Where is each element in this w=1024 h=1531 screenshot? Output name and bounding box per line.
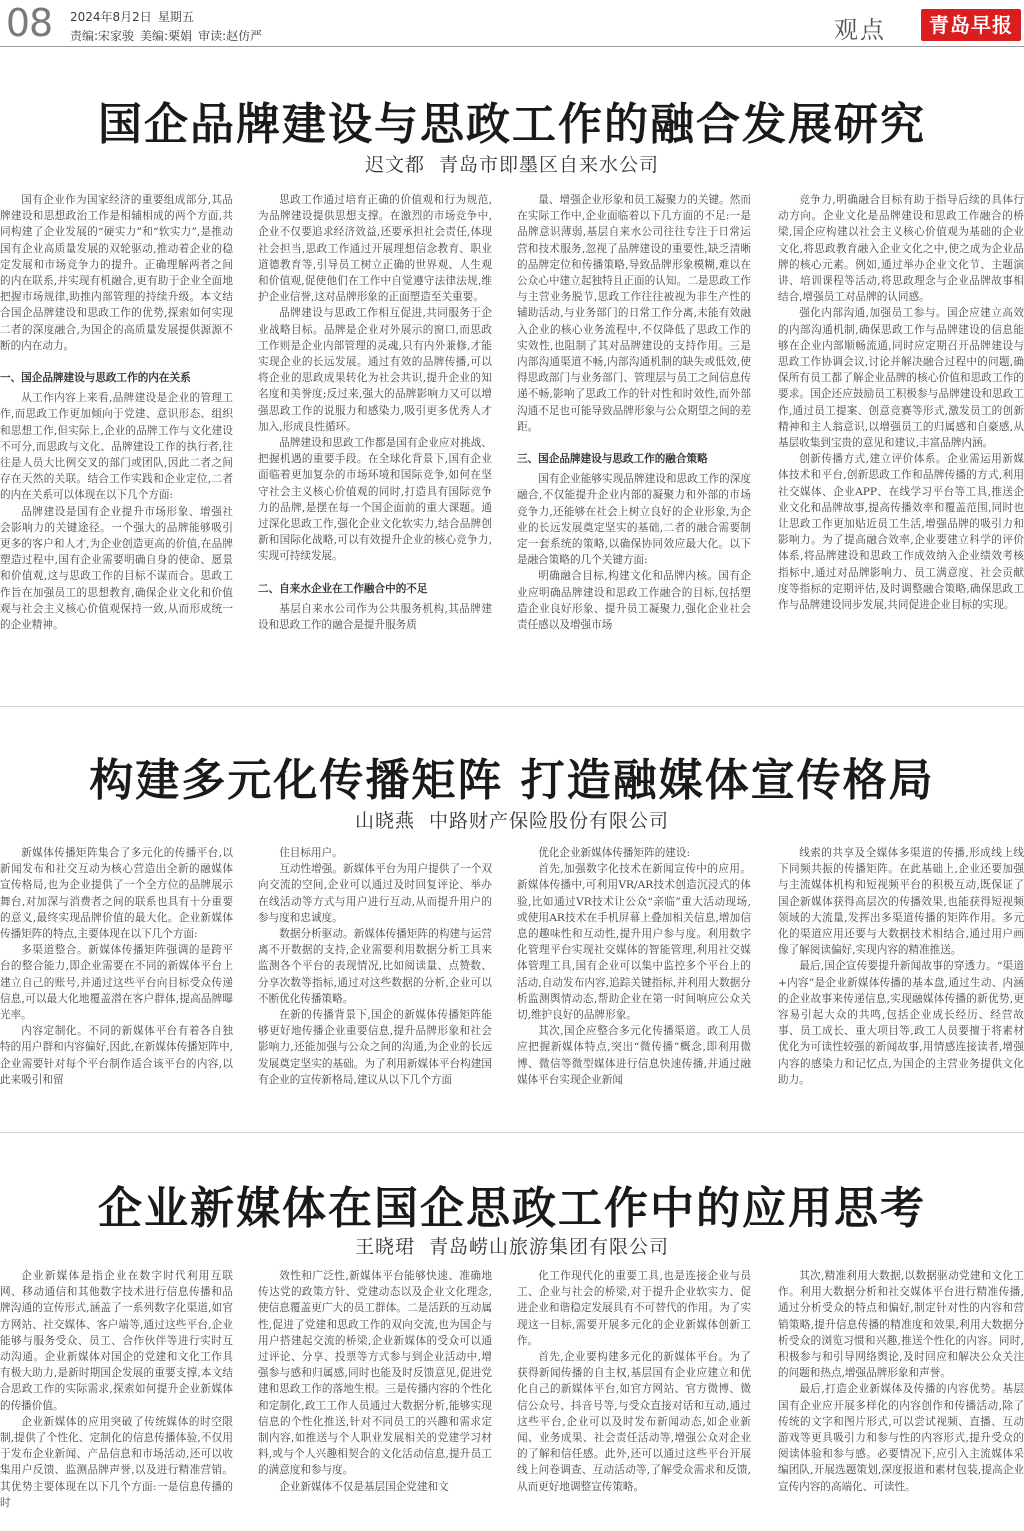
paragraph: 其次,国企应整合多元化传播渠道。政工人员应把握新媒体特点,突出“微传播”概念,即利用微博、微信等微型媒体进行信息快速传播,并通过融媒体平台实现企业新闻 (517, 1025, 751, 1086)
editor-credit: 责编:宋家骏 (70, 29, 135, 43)
text-column (517, 192, 751, 696)
paragraph: 品牌建设和思政工作都是国有企业应对挑战、把握机遇的重要手段。在全球化背景下,国有企业面临着更加复杂的市场环境和国际竞争,如何在坚守社会主义核心价值观的同时,打造具有国际竞争力的品牌,是摆在每一个国企面前的重大课题。通过深化思政工作,强化企业文化软实力,结合品牌创新和国际化战略,可以有效提升企业的核心竞争力,实现可持续发展。 (258, 437, 492, 563)
art-editor-credit: 美编:栗娟 (140, 29, 193, 43)
article-body (0, 1268, 1024, 1528)
paragraph: 最后,国企宣传要提升新闻故事的穿透力。“渠道+内容”是企业新媒体传播的基本盘,通过生动、内涵的企业故事来传递信息,实现融媒体传播的新优势,更容易引起大众的共鸣,包括企业成长经历、经营故事、员工成长、重大项目等,政工人员要擅于将素材优化为可读性较强的新闻故事,用情感连接读者,增强内容的感染力和记忆点,为国企的主营业务提供文化助力。 (778, 960, 1024, 1086)
paragraph: 思政工作通过培育正确的价值观和行为规范,为品牌建设提供思想支撑。在激烈的市场竞争中,企业不仅要追求经济效益,还要承担社会责任,体现社会担当,思政工作通过开展理想信念教育、职业道德教育等,引导员工树立正确的世界观、人生观和价值观,促使他们在工作中自觉遵守法律法规,维护企业信誉,这对品牌形象的正面塑造至关重要。 (258, 194, 492, 304)
article-byline (0, 150, 1024, 177)
author-org: 青岛崂山旅游集团有限公司 (429, 1236, 670, 1258)
weekday: 星期五 (157, 10, 194, 24)
paragraph: 效性和广泛性,新媒体平台能够快速、准确地传达党的政策方针、党建动态以及企业文化理念,使信息覆盖更广大的员工群体。二是活跃的互动属性,促进了党建和思政工作的双向交流,也为国企与用户搭建起交流的桥梁,企业新媒体的受众可以通过评论、分享、投票等方式参与到企业活动中,增强参与感和归属感,同时也能及时反馈意见,促进党建和思政工作的落地生根。三是传播内容的个性化和定制化,政工工作人员通过大数据分析,能够实现信息的个性化推送,针对不同员工的兴趣和需求定制内容,如推送与个人职业发展相关的党建学习材料,或与个人兴趣相契合的文化活动信息,提升员工的满意度和参与度。 (258, 1270, 492, 1477)
text-column (778, 845, 1024, 1121)
paragraph: 国有企业能够实现品牌建设和思政工作的深度融合,不仅能提升企业内部的凝聚力和外部的市场竞争力,还能够在社会上树立良好的企业形象,为企业的长远发展奠定坚实的基础,二者的融合需要制定一套系统的策略,以确保协同效应最大化。以下是融合策略的几个关键方面: (517, 473, 751, 567)
paragraph: 明确融合目标,构建文化和品牌内核。国有企业应明确品牌建设和思政工作融合的目标,包括塑造企业良好形象、提升员工凝聚力,强化企业社会责任感以及增强市场 (517, 570, 751, 632)
section-subheading: 一、国企品牌建设与思政工作的内在关系 (0, 372, 191, 385)
paragraph: 强化内部沟通,加强员工参与。国企应建立高效的内部沟通机制,确保思政工作与品牌建设的信息能够在企业内部顺畅流通,同时应定期召开品牌建设与思政工作协调会议,讨论并解决融合过程中的问题,确保所有员工都了解企业品牌的核心价值和思政工作的要求。国企还应鼓励员工积极参与品牌建设和思政工作,通过员工提案、创意竞赛等形式,激发员工的创新精神和主人翁意识,以增强员工的归属感和自豪感,从基层收集到宝贵的意见和建议,丰富品牌内涵。 (778, 307, 1024, 450)
date: 2024年8月2日 (70, 10, 152, 24)
article-headline: 国企品牌建设与思政工作的融合发展研究 (98, 99, 926, 150)
paragraph: 其次,精准利用大数据,以数据驱动党建和文化工作。利用大数据分析和社交媒体平台进行精准传播,通过分析受众的特点和偏好,制定针对性的内容和营销策略,提升信息传播的精准度和效果,利用大数据分析受众的浏览习惯和兴趣,推送个性化的内容。同时,积极参与和引导网络舆论,及时回应和解决公众关注的问题和热点,增强品牌形象和声誉。 (778, 1270, 1024, 1380)
paragraph: 首先,企业要构建多元化的新媒体平台。为了获得新闻传播的自主权,基层国有企业应建立和优化自己的新媒体平台,如官方网站、官方微博、微信公众号、抖音号等,与受众直接对话和互动,通过这些平台,企业可以及时发布新闻动态,如企业新闻、业务成果、社会责任活动等,增强公众对企业的了解和信任感。此外,还可以通过这些平台开展线上问卷调查、互动活动等,了解受众需求和反馈,从而更好地调整宣传策略。 (517, 1351, 751, 1493)
paragraph: 内容定制化。不同的新媒体平台有着各自独特的用户群和内容偏好,因此,在新媒体传播矩阵中,企业需要针对每个平台制作适合该平台的内容,以此来吸引和留 (0, 1025, 233, 1086)
text-column (778, 192, 1024, 696)
newspaper-logo: 青岛早报 (921, 9, 1021, 41)
reviewer-credit: 审读:赵仿严 (198, 29, 263, 43)
article-body (0, 192, 1024, 696)
text-column (258, 1268, 492, 1528)
author-org: 中路财产保险股份有限公司 (429, 810, 670, 832)
text-column (778, 1268, 1024, 1528)
article-headline: 构建多元化传播矩阵 打造融媒体宣传格局 (89, 755, 935, 806)
paragraph: 企业新媒体的应用突破了传统媒体的时空限制,提供了个性化、定制化的信息传播体验,不仅用于发布企业新闻、产品信息和市场活动,还可以收集用户反馈、监测品牌声誉,以及进行精准营销。其优势主要体现在以下几个方面:一是信息传播的时 (0, 1415, 233, 1509)
paragraph: 互动性增强。新媒体平台为用户提供了一个双向交流的空间,企业可以通过及时回复评论、举办在线活动等方式与用户进行互动,从而提升用户的参与度和忠诚度。 (258, 863, 492, 924)
paragraph: 在新的传播背景下,国企的新媒体传播矩阵能够更好地传播企业重要信息,提升品牌形象和社会影响力,还能加强与公众之间的沟通,为企业的长远发展奠定坚实的基础。为了利用新媒体平台构建国有企业的宣传新格局,建议从以下几个方面 (258, 1009, 492, 1086)
author-name: 王晓珺 (354, 1236, 415, 1258)
paragraph: 线索的共享及全媒体多渠道的传播,形成线上线下同频共振的传播矩阵。在此基础上,企业还要加强与主流媒体机构和短视频平台的积极互动,既保证了国企新媒体获得高层次的传播效果,也能获得短视频领域的大流量,发挥出多渠道传播的矩阵作用。多元化的渠道应用还要与大数据技术相结合,通过用户画像了解阅读偏好,实现内容的精准推送。 (778, 847, 1024, 957)
paragraph: 从工作内容上来看,品牌建设是企业的管理工作,而思政工作更加倾向于党建、意识形态、组织和思想工作,但实际上,企业的品牌工作与文化建设不可分,而思政与文化、品牌建设工作的执行者,往往是人员大比例交叉的部门或团队,因此二者之间存在天然的关联。结合工作实践和企业定位,二者的内在关系可以体现在以下几个方面: (0, 392, 233, 502)
section-label: 观点 (834, 16, 886, 44)
paragraph: 多渠道整合。新媒体传播矩阵强调的是跨平台的整合能力,即企业需要在不同的新媒体平台上建立自己的账号,并通过这些平台向目标受众传递信息,可以最大化地覆盖潜在客户群体,提高品牌曝光率。 (0, 944, 233, 1022)
article-byline (0, 806, 1024, 833)
header-rule (0, 46, 1024, 47)
article-headline: 企业新媒体在国企思政工作中的应用思考 (98, 1183, 926, 1234)
paragraph: 首先,加强数字化技术在新闻宣传中的应用。新媒体传播中,可利用VR/AR技术创造沉浸式的体验,比如通过VR技术让公众“亲临”重大活动现场,或使用AR技术在手机屏幕上叠加相关信息,增加信息的趣味性和互动性,提升用户参与度。利用数字化管理平台实现社交媒体的智能管理,利用社交媒体管理工具,国有企业可以集中监控多个平台上的活动,自动发布内容,追踪关键指标,并利用大数据分析监测舆情动态,帮助企业在第一时间响应公众关切,维护良好的品牌形象。 (517, 863, 751, 1022)
editor-credits (70, 27, 268, 44)
article-divider (0, 706, 1024, 707)
author-name: 迟文都 (364, 154, 425, 176)
paragraph: 品牌建设是国有企业提升市场形象、增强社会影响力的关键途径。一个强大的品牌能够吸引更多的客户和人才,为企业创造更高的价值,在品牌塑造过程中,国有企业需要明确自身的使命、愿景和价值观,这与思政工作的目标不谋而合。思政工作旨在加强员工的思想教育,确保企业文化和价值观与社会主义核心价值观保持一致,从而形成统一的企业精神。 (0, 505, 233, 632)
paragraph: 最后,打造企业新媒体及传播的内容优势。基层国有企业应开展多样化的内容创作和传播活动,除了传统的文字和图片形式,可以尝试视频、直播、互动游戏等更具吸引力和参与性的内容形式,提升受众的阅读体验和参与感。必要情况下,应引入主流媒体采编团队,开展选题策划,深度报道和素材包装,提高企业宣传内容的高端化、可读性。 (778, 1383, 1024, 1493)
paragraph: 企业新媒体是指企业在数字时代利用互联网、移动通信和其他数字技术进行信息传播和品牌沟通的宣传形式,涵盖了一系列数字化渠道,如官方网站、社交媒体、客户端等,通过这些平台,企业能够与服务受众、员工、合作伙伴等进行实时互动沟通。企业新媒体对国企的党建和文化工作具有极大助力,是新时期国企发展的重要支撑,本文结合思政工作的实际需求,探索如何提升企业新媒体的传播价值。 (0, 1270, 233, 1412)
issue-date (70, 8, 200, 25)
paragraph: 基层自来水公司作为公共服务机构,其品牌建设和思政工作的融合是提升服务质 (258, 602, 492, 632)
text-column (0, 845, 233, 1121)
text-column (517, 1268, 751, 1528)
paragraph: 量、增强企业形象和员工凝聚力的关键。然而在实际工作中,企业面临着以下几方面的不足:一是品牌意识薄弱,基层自来水公司往往专注于日常运营和技术服务,忽视了品牌建设的重要性,缺乏清晰的品牌定位和传播策略,导致品牌形象模糊,难以在公众心中建立起独特且正面的认知。二是思政工作与主营业务脱节,思政工作往往被视为非生产性的辅助活动,与业务部门的日常工作分离,未能有效融入企业的核心业务流程中,不仅降低了思政工作的实效性,也阻制了其对品牌建设的支持作用。三是内部沟通渠道不畅,内部沟通机制的缺失或低效,使得思政部门与业务部门、管理层与员工之间信息传递不畅,影响了思政工作的针对性和时效性,而外部沟通不足也可能导致品牌形象与公众期望之间的差距。 (517, 194, 751, 433)
paragraph: 化工作现代化的重要工具,也是连接企业与员工、企业与社会的桥梁,对于提升企业软实力、促进企业和谐稳定发展具有不可替代的作用。为了实现这一目标,需要开展多元化的企业新媒体创新工作。 (517, 1270, 751, 1347)
text-column (0, 192, 233, 696)
paragraph: 国有企业作为国家经济的重要组成部分,其品牌建设和思想政治工作是相辅相成的两个方面,共同构建了企业发展的“硬实力”和“软实力”,是推动国有企业高质量发展的双轮驱动,推动着企业的稳定发展和市场竞争力的提升。正确理解两者之间的内在联系,并实现有机融合,更有助于企业全面地把握市场规律,助推内部管理的持续升级。本文结合国企品牌建设和思政工作的优势,探索如何实现二者的深度融合,为国企的高质量发展提供源源不断的内在动力。 (0, 194, 233, 352)
paragraph: 住目标用户。 (279, 847, 343, 859)
paragraph: 企业新媒体不仅是基层国企党建和文 (279, 1480, 449, 1493)
paragraph: 优化企业新媒体传播矩阵的建设: (538, 847, 691, 859)
text-column (517, 845, 751, 1121)
paragraph: 创新传播方式,建立评价体系。企业需运用新媒体技术和平台,创新思政工作和品牌传播的方式,利用社交媒体、企业APP、在线学习平台等工具,推送企业文化和品牌故事,提高传播效率和覆盖范围,同时也让思政工作更加贴近员工生活,增强品牌的吸引力和影响力。为了提高融合效率,企业要建立科学的评价体系,将品牌建设和思政工作成效纳入企业绩效考核指标中,通过对品牌影响力、员工满意度、社会贡献度等指标的定期评估,及时调整融合策略,确保思政工作与品牌建设同步发展,共同促进企业目标的实现。 (778, 453, 1024, 612)
author-org: 青岛市即墨区自来水公司 (439, 154, 660, 176)
text-column (258, 192, 492, 696)
paragraph: 新媒体传播矩阵集合了多元化的传播平台,以新闻发布和社交互动为核心营造出全新的融媒体宣传格局,也为企业提供了一个全方位的品牌展示舞台,对加深与消费者之间的联系也具有十分重要的意义,最终实现品牌价值的最大化。企业新媒体传播矩阵的特点,主要体现在以下几个方面: (0, 847, 233, 941)
paragraph: 数据分析驱动。新媒体传播矩阵的构建与运营离不开数据的支持,企业需要利用数据分析工具来监测各个平台的表现情况,比如阅读量、点赞数、分享次数等指标,通过对这些数据的分析,企业可以不断优化传播策略。 (258, 928, 492, 1005)
masthead (0, 0, 1024, 50)
author-name: 山晓燕 (354, 810, 415, 832)
text-column (0, 1268, 233, 1528)
article-body (0, 845, 1024, 1121)
page-number: 08 (5, 1, 53, 45)
article-byline (0, 1232, 1024, 1259)
section-subheading: 二、自来水企业在工作融合中的不足 (258, 582, 428, 595)
text-column (258, 845, 492, 1121)
paragraph: 竞争力,明确融合目标有助于指导后续的具体行动方向。企业文化是品牌建设和思政工作融合的桥梁,国企应构建以社会主义核心价值观为基础的企业文化,将思政教育融入企业文化之中,使之成为企业品牌的核心元素。例如,通过举办企业文化节、主题演讲、培训课程等活动,将思政理念与企业品牌故事相结合,增强员工对品牌的认同感。 (778, 194, 1024, 304)
section-subheading: 三、国企品牌建设与思政工作的融合策略 (517, 453, 708, 466)
paragraph: 品牌建设与思政工作相互促进,共同服务于企业战略目标。品牌是企业对外展示的窗口,而思政工作则是企业内部管理的灵魂,只有内外兼修,才能实现企业的长远发展。通过有效的品牌传播,可以将企业的思政成果转化为社会共识,提升企业的知名度和美誉度;反过来,强大的品牌影响力又可以增强思政工作的说服力和感染力,吸引更多优秀人才加入,形成良性循环。 (258, 307, 492, 433)
article-divider (0, 1132, 1024, 1133)
